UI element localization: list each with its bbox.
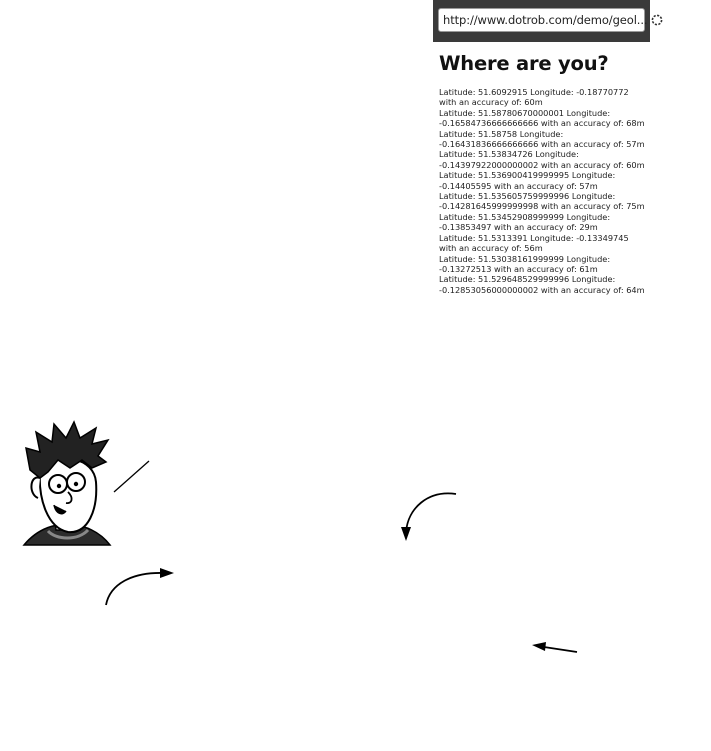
location-reading: Latitude: 51.5313391 Longitude: -0.13349745 with an accuracy of: 56m xyxy=(439,232,629,254)
location-readings-list xyxy=(439,87,645,295)
location-reading: Latitude: 51.6092915 Longitude: -0.18770772 with an accuracy of: 60m xyxy=(439,87,629,108)
location-reading: Latitude: 51.53038161999999 Longitude: -0.13272513 with an accuracy of: 61m xyxy=(439,253,611,274)
location-reading: Latitude: 51.535605759999996 Longitude: -0.14281645999999998 with an accuracy of: 75m xyxy=(439,191,645,212)
cartoon-illustration xyxy=(0,420,711,751)
speech-line xyxy=(114,461,149,492)
arrow-icon xyxy=(532,642,577,652)
cartoon-character-icon xyxy=(24,422,110,545)
location-reading: Latitude: 51.58780670000001 Longitude: -0.16584736666666666 with an accuracy of: 68m xyxy=(439,107,645,129)
location-reading: Latitude: 51.53452908999999 Longitude: -0.13853497 with an accuracy of: 29m xyxy=(439,211,611,233)
url-text[interactable]: http://www.dotrob.com/demo/geol... xyxy=(443,13,648,27)
arrow-icon xyxy=(106,568,174,605)
location-reading: Latitude: 51.536900419999995 Longitude: -0.14405595 with an accuracy of: 57m xyxy=(439,170,616,191)
phone-screenshot xyxy=(433,0,650,368)
browser-toolbar xyxy=(433,0,650,42)
location-reading: Latitude: 51.53834726 Longitude: -0.14397922000000002 with an accuracy of: 60m xyxy=(439,149,645,170)
page-title: Where are you? xyxy=(439,52,609,75)
location-reading: Latitude: 51.58758 Longitude: -0.16431836666666666 with an accuracy of: 57m xyxy=(439,128,645,150)
reload-icon[interactable] xyxy=(650,13,664,27)
address-bar[interactable] xyxy=(438,8,648,32)
location-reading: Latitude: 51.529648529999996 Longitude: -0.12853056000000002 with an accuracy of: 64m xyxy=(439,274,645,295)
arrow-icon xyxy=(401,493,456,541)
